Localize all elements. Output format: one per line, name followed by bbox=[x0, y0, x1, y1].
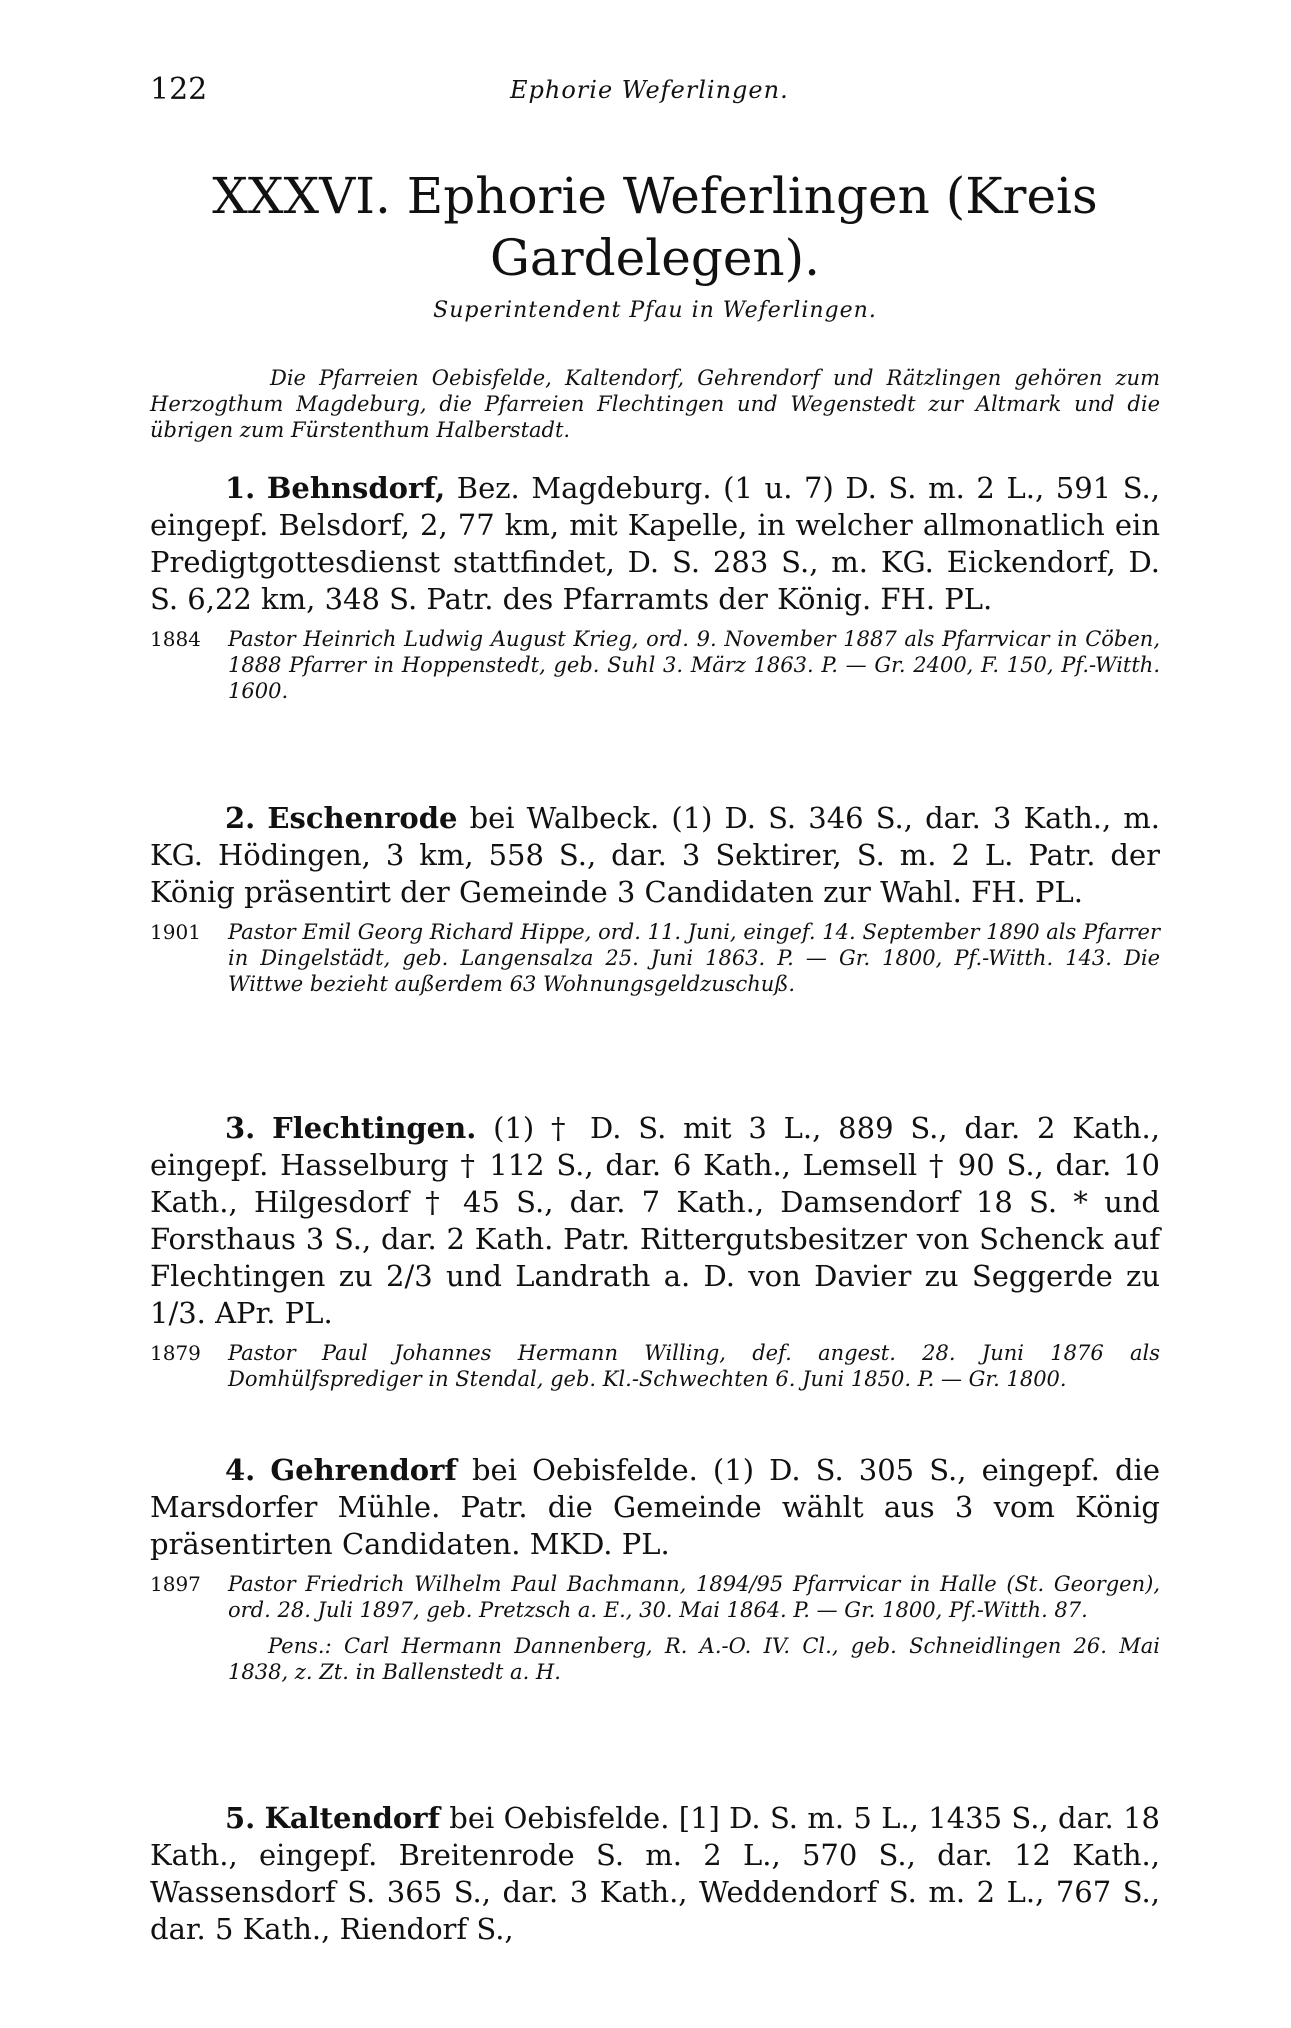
entry-number: 3. bbox=[225, 1111, 256, 1145]
pastor-note bbox=[150, 1340, 1160, 1392]
parish-name: Flechtingen. bbox=[272, 1111, 477, 1145]
pastor-year: 1884 bbox=[150, 627, 201, 651]
pastor-note bbox=[150, 1571, 1160, 1623]
pastor-text: Pastor Friedrich Wilhelm Paul Bachmann, 1894/95 Pfarrvicar in Halle (St. Georgen), ord. 28. Juli 1897, geb. Pretzsch a. E., 30. Mai 1864. P. — Gr. 1800, Pf.-Witth. 87. bbox=[228, 1572, 1160, 1622]
pastor-note bbox=[150, 919, 1160, 997]
running-title: Ephorie Weferlingen. bbox=[510, 76, 789, 104]
pastor-note bbox=[150, 626, 1160, 704]
pastor-year: 1901 bbox=[150, 920, 201, 944]
entry-body: Bez. Magdeburg. (1 u. 7) D. S. m. 2 L., 591 S., eingepf. Belsdorf, 2, 77 km, mit Kapelle, in welcher allmonatlich ein Predigtgottesdienst stattfindet, D. S. 283 S., m. KG. Eickendorf, D. S. 6,22 km, 348 S. Patr. des Pfarramts der König. FH. PL. bbox=[150, 471, 1160, 616]
parish-name: Behnsdorf, bbox=[266, 471, 446, 505]
pastor-text: Pastor Paul Johannes Hermann Willing, def. angest. 28. Juni 1876 als Domhülfsprediger in Stendal, geb. Kl.-Schwechten 6. Juni 1850. P. — Gr. 1800. bbox=[228, 1341, 1160, 1391]
page-number: 122 bbox=[150, 72, 208, 107]
entry-body: bei Oebisfelde. (1) D. S. 305 S., eingepf. die Marsdorfer Mühle. Patr. die Gemeinde wählt aus 3 vom König präsentirten Candidaten. MKD. PL. bbox=[150, 1453, 1160, 1561]
entry-body: bei Walbeck. (1) D. S. 346 S., dar. 3 Kath., m. KG. Hödingen, 3 km, 558 S., dar. 3 Sektirer, S. m. 2 L. Patr. der König präsentirt der Gemeinde 3 Candidaten zur Wahl. FH. PL. bbox=[150, 801, 1161, 909]
parish-entry-5 bbox=[150, 1800, 1160, 1948]
entry-body: bei Oebisfelde. [1] D. S. m. 5 L., 1435 S., dar. 18 Kath., eingepf. Breitenrode S. m. 2 L., 570 S., dar. 12 Kath., Wassensdorf S. 365 S., dar. 3 Kath., Weddendorf S. m. 2 L., 767 S., dar. 5 Kath., Riendorf S., bbox=[150, 1801, 1160, 1946]
parish-name: Kaltendorf bbox=[264, 1801, 440, 1835]
parish-name: Eschenrode bbox=[267, 801, 458, 835]
entry-number: 1. bbox=[225, 471, 256, 505]
pastor-text: Pastor Heinrich Ludwig August Krieg, ord. 9. November 1887 als Pfarrvicar in Cöben, 1888 Pfarrer in Hoppenstedt, geb. Suhl 3. März 1863. P. — Gr. 2400, F. 150, Pf.-Witth. 1600. bbox=[228, 627, 1160, 703]
pensioner-note: Pens.: Carl Hermann Dannenberg, R. A.-O. IV. Cl., geb. Schneidlingen 26. Mai 1838, z. Zt. in Ballenstedt a. H. bbox=[228, 1634, 1160, 1684]
parish-entry-4 bbox=[150, 1452, 1160, 1685]
intro-paragraph: Die Pfarreien Oebisfelde, Kaltendorf, Gehrendorf und Rätzlingen gehören zum Herzogthum Magdeburg, die Pfarreien Flechtingen und Wegenstedt zur Altmark und die übrigen zum Fürstenthum Halberstadt. bbox=[150, 366, 1160, 442]
superintendent-line: Superintendent Pfau in Weferlingen. bbox=[433, 298, 877, 323]
chapter-title: XXXVI. Ephorie Weferlingen (Kreis Gardelegen). bbox=[212, 167, 1098, 287]
parish-entry-2 bbox=[150, 800, 1160, 997]
entry-number: 4. bbox=[225, 1453, 256, 1487]
entry-number: 2. bbox=[225, 801, 256, 835]
parish-name: Gehrendorf bbox=[270, 1453, 457, 1487]
pastor-year: 1879 bbox=[150, 1341, 201, 1365]
entry-number: 5. bbox=[225, 1801, 256, 1835]
pastor-text: Pastor Emil Georg Richard Hippe, ord. 11. Juni, eingef. 14. September 1890 als Pfarrer in Dingelstädt, geb. Langensalza 25. Juni 1863. P. — Gr. 1800, Pf.-Witth. 143. Die Wittwe bezieht außerdem 63 Wohnungsgeldzuschuß. bbox=[228, 920, 1160, 996]
entry-body: (1) † D. S. mit 3 L., 889 S., dar. 2 Kath., eingepf. Hasselburg † 112 S., dar. 6 Kath., Lemsell † 90 S., dar. 10 Kath., Hilgesdorf † 45 S., dar. 7 Kath., Damsendorf 18 S. * und Forsthaus 3 S., dar. 2 Kath. Patr. Rittergutsbesitzer von Schenck auf Flechtingen zu 2/3 und Landrath a. D. von Davier zu Seggerde zu 1/3. APr. PL. bbox=[150, 1111, 1160, 1330]
page-header bbox=[150, 72, 1160, 112]
parish-entry-3 bbox=[150, 1110, 1160, 1392]
pastor-year: 1897 bbox=[150, 1572, 201, 1596]
parish-entry-1 bbox=[150, 470, 1160, 704]
